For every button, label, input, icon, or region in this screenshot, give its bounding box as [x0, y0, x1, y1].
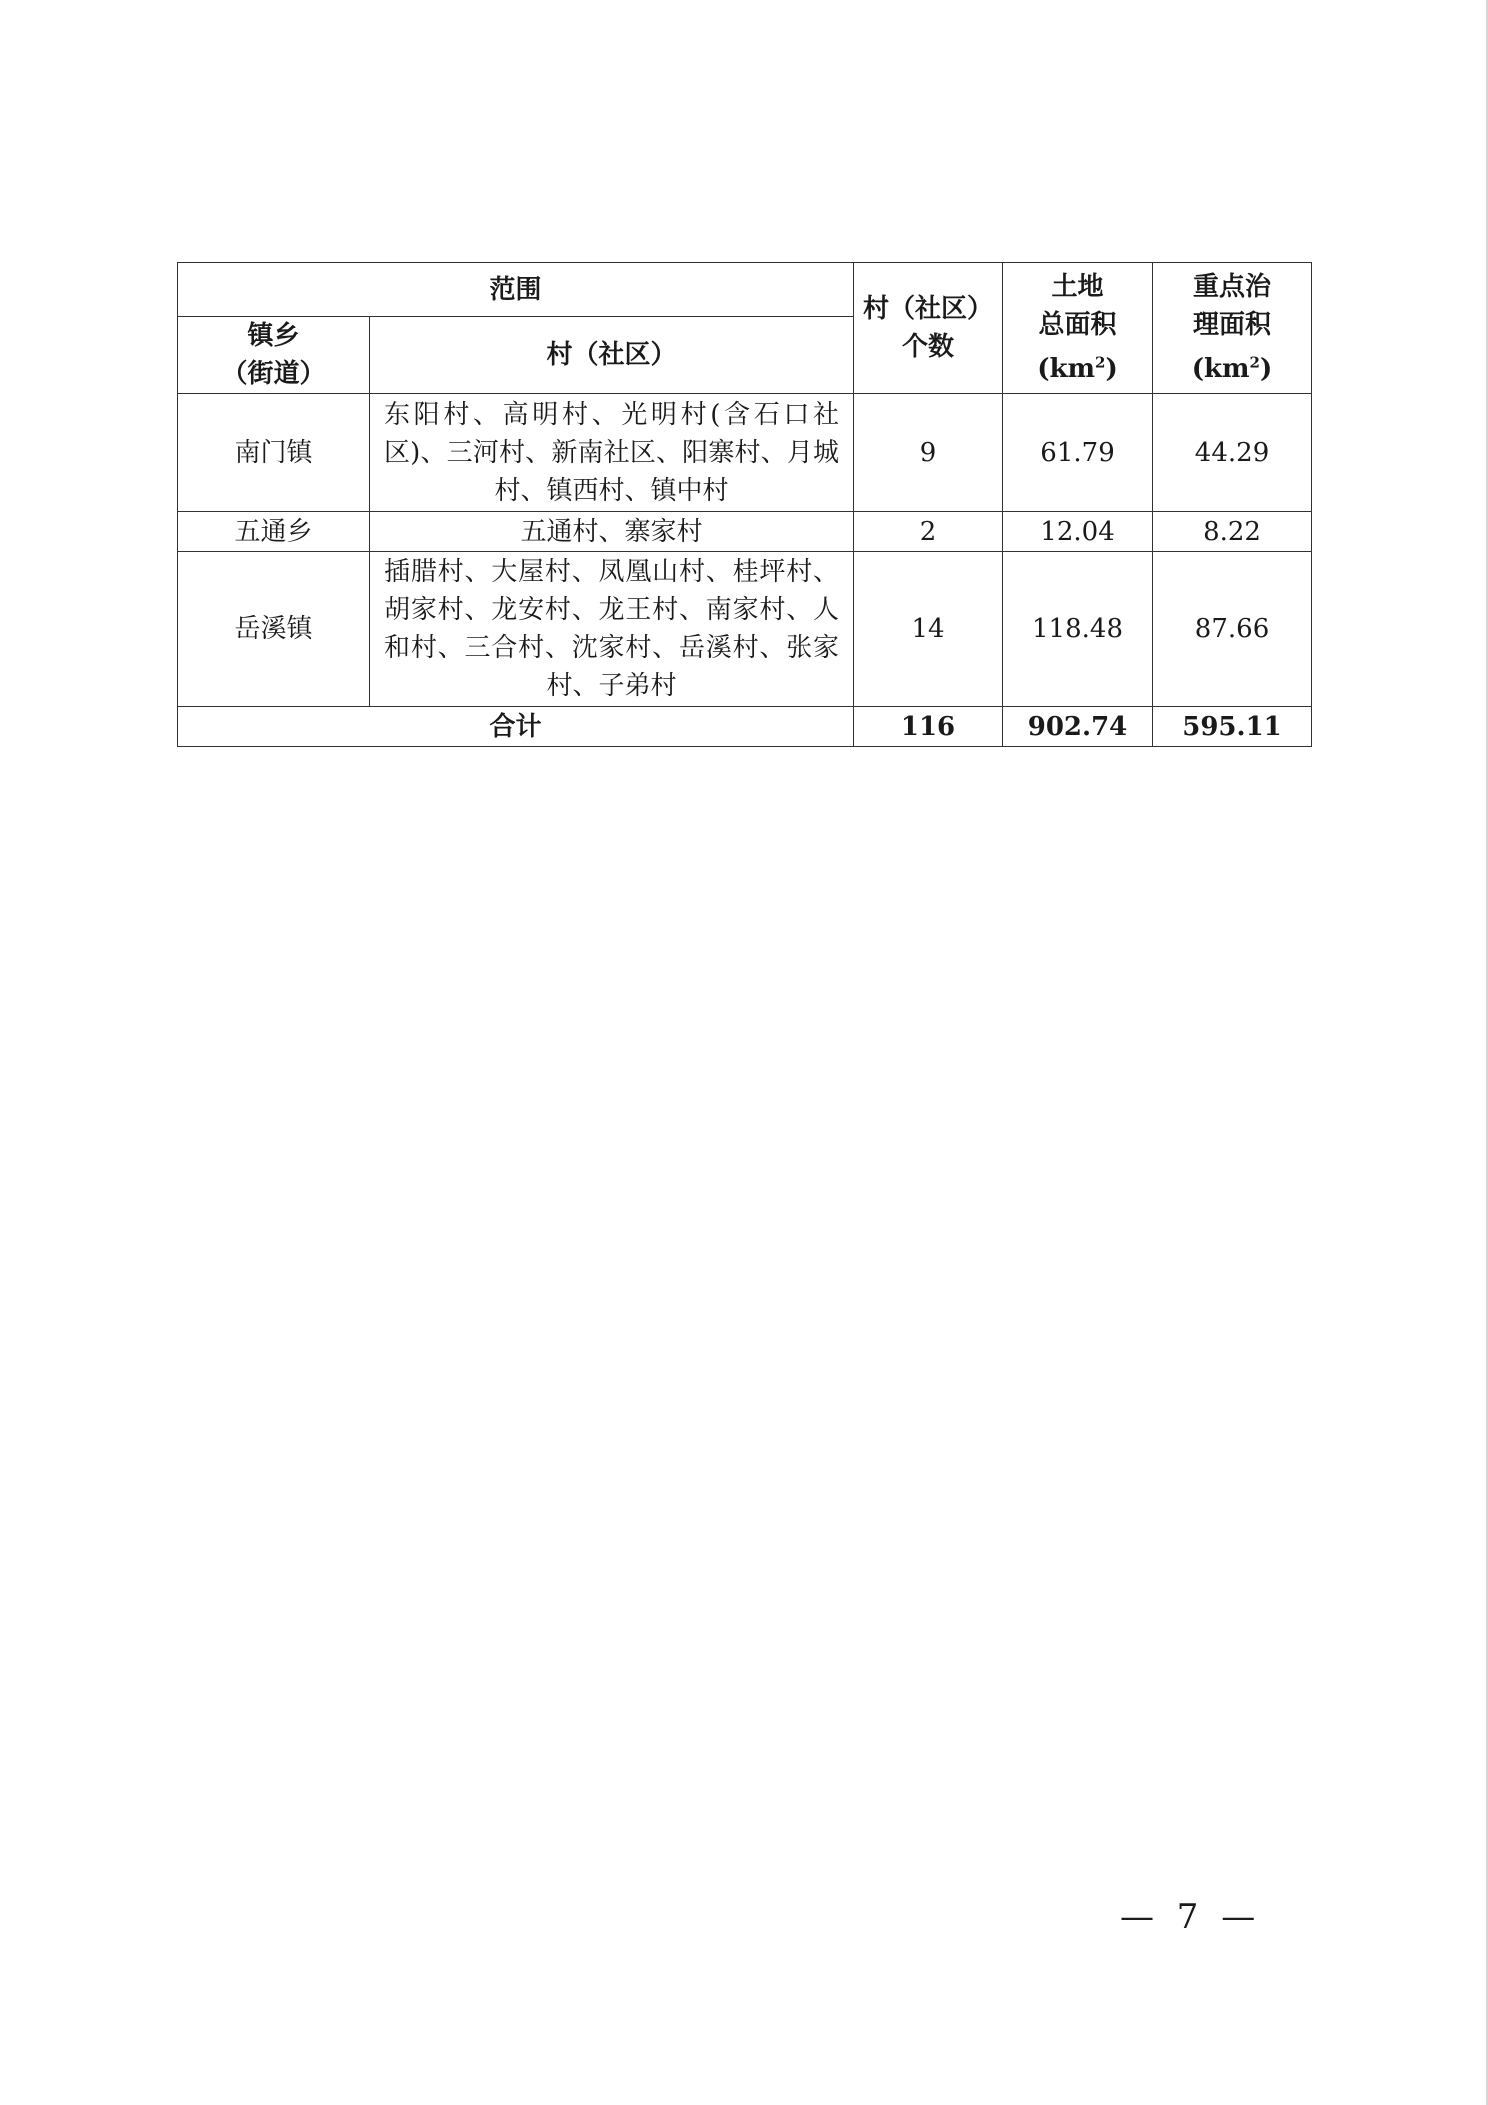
- table-row: [178, 394, 1312, 512]
- total-count: 116: [854, 707, 1003, 747]
- count-cell: 2: [854, 512, 1003, 552]
- count-cell: 9: [854, 394, 1003, 512]
- villages-cell: 五通村、寨家村: [370, 512, 854, 552]
- villages-cell: 插腊村、大屋村、凤凰山村、桂坪村、胡家村、龙安村、龙王村、南家村、人和村、三合村、沈家村、岳溪村、张家村、子弟村: [370, 552, 854, 707]
- total-key-area: 595.11: [1153, 707, 1312, 747]
- header-village-count: 村（社区） 个数: [854, 263, 1003, 394]
- header-key-area-label: 重点治 理面积: [1193, 271, 1272, 340]
- header-town: 镇乡 （街道）: [178, 317, 370, 394]
- header-village: 村（社区）: [370, 317, 854, 394]
- header-key-area: [1153, 263, 1312, 394]
- total-land-area: 902.74: [1003, 707, 1153, 747]
- total-row: [178, 707, 1312, 747]
- header-scope: 范围: [178, 263, 854, 317]
- land-area-cell: 12.04: [1003, 512, 1153, 552]
- town-cell: 南门镇: [178, 394, 370, 512]
- village-area-table: [177, 262, 1312, 747]
- total-label: 合计: [178, 707, 854, 747]
- town-cell: 五通乡: [178, 512, 370, 552]
- header-land-area-label: 土地 总面积: [1038, 271, 1117, 340]
- key-area-cell: 8.22: [1153, 512, 1312, 552]
- header-land-area: [1003, 263, 1153, 394]
- header-row-top: [178, 263, 1312, 317]
- town-cell: 岳溪镇: [178, 552, 370, 707]
- header-land-area-unit: $(km^2)$: [1037, 353, 1118, 385]
- header-key-area-unit: $(km^2)$: [1191, 353, 1273, 385]
- table-row: [178, 552, 1312, 707]
- count-cell: 14: [854, 552, 1003, 707]
- land-area-cell: 118.48: [1003, 552, 1153, 707]
- key-area-cell: 44.29: [1153, 394, 1312, 512]
- villages-cell: 东阳村、高明村、光明村(含石口社区)、三河村、新南社区、阳寨村、月城村、镇西村、镇中村: [370, 394, 854, 512]
- table-row: [178, 512, 1312, 552]
- land-area-cell: 61.79: [1003, 394, 1153, 512]
- page-number: — 7 —: [1120, 1897, 1262, 1937]
- key-area-cell: 87.66: [1153, 552, 1312, 707]
